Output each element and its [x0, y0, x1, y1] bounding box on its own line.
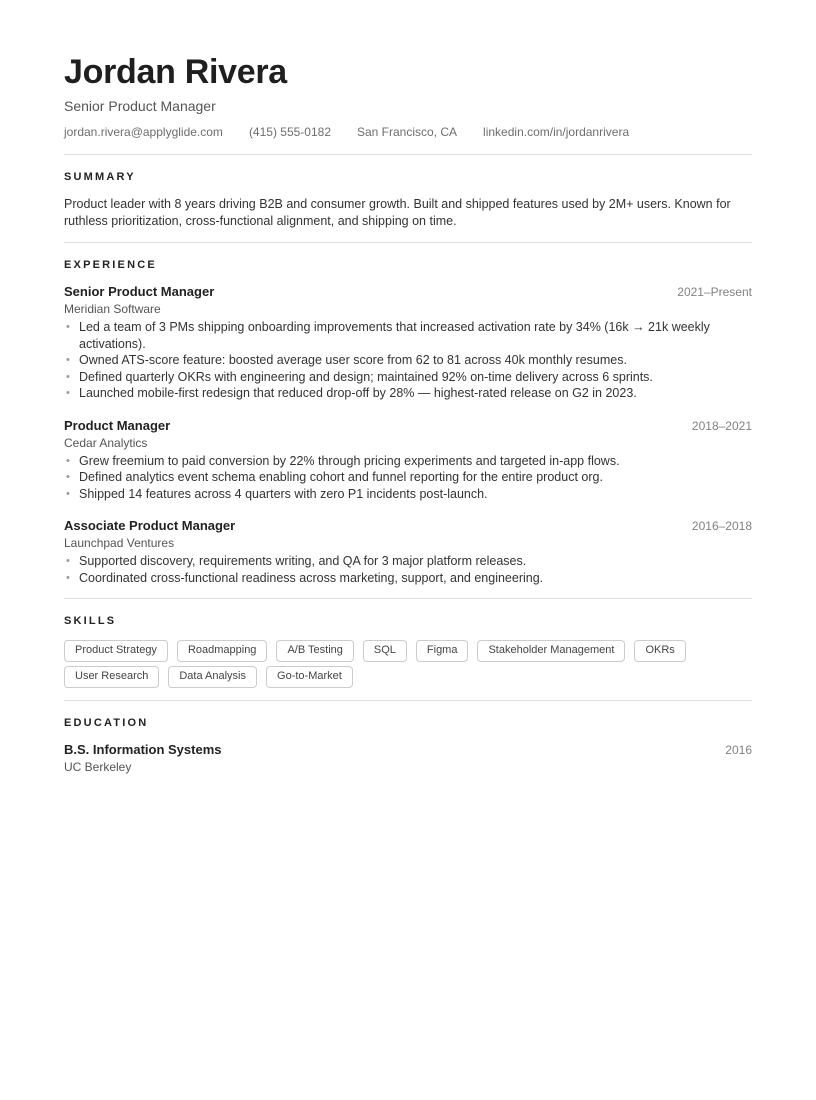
job-company: Meridian Software: [64, 302, 161, 316]
candidate-name: Jordan Rivera: [64, 53, 287, 91]
education-degree: B.S. Information Systems: [64, 742, 222, 757]
job-bullet: • Led a team of 3 PMs shipping onboarding improvements that increased activation rate by 34% (16k → 21k weekly activations).: [64, 319, 752, 352]
job-entry: [64, 284, 752, 402]
contact-phone: (415) 555-0182: [248, 125, 331, 139]
job-company: Launchpad Ventures: [64, 536, 175, 550]
skills-chip-list: [64, 640, 752, 688]
job-bullets: [64, 553, 752, 586]
job-header: [64, 518, 752, 534]
skill-chip: User Research: [64, 666, 159, 688]
job-bullet: • Supported discovery, requirements writing, and QA for 3 major platform releases.: [64, 553, 752, 570]
education-dates: 2016: [725, 743, 752, 757]
skill-chip: Go-to-Market: [266, 666, 353, 688]
section-summary: [64, 171, 752, 230]
skill-chip: Product Strategy: [64, 640, 168, 662]
job-bullet: • Defined analytics event schema enabling cohort and funnel reporting for the entire product org.: [64, 469, 752, 486]
job-dates: 2018–2021: [691, 418, 752, 433]
skills-heading: SKILLS: [64, 615, 117, 627]
job-title: Associate Product Manager: [64, 518, 236, 533]
experience-heading: EXPERIENCE: [64, 259, 157, 271]
education-header: [64, 742, 752, 758]
job-title: Senior Product Manager: [64, 284, 215, 299]
skill-chip: Figma: [416, 640, 469, 662]
contact-row: [64, 125, 752, 139]
summary-text: Product leader with 8 years driving B2B and consumer growth. Built and shipped features used by 2M+ users. Known for ruthless prioritization, cross-functional alignment, and shipping on time.: [64, 197, 731, 228]
skill-chip: SQL: [363, 640, 407, 662]
job-title: Product Manager: [64, 417, 171, 433]
divider: [64, 242, 752, 243]
resume-header: [64, 55, 752, 139]
skill-chip: Stakeholder Management: [477, 640, 625, 662]
skill-chip: A/B Testing: [276, 640, 353, 662]
contact-linkedin: linkedin.com/in/jordanrivera: [483, 125, 630, 139]
divider: [64, 700, 752, 701]
candidate-title: Senior Product Manager: [64, 98, 216, 114]
job-header: [64, 284, 752, 300]
education-heading: EDUCATION: [64, 717, 149, 729]
job-dates: 2016–2018: [691, 519, 752, 533]
job-bullet: • Shipped 14 features across 4 quarters with zero P1 incidents post-launch.: [64, 486, 752, 503]
education-school: UC Berkeley: [64, 760, 132, 774]
contact-location: San Francisco, CA: [357, 125, 458, 139]
job-bullet: • Coordinated cross-functional readiness across marketing, support, and engineering.: [64, 570, 752, 587]
divider: [64, 154, 752, 155]
summary-heading: SUMMARY: [64, 171, 136, 183]
skill-chip: Data Analysis: [168, 666, 257, 688]
job-bullet: • Launched mobile-first redesign that reduced drop-off by 28% — highest-rated release on G2 in 2023.: [64, 385, 752, 402]
job-entry: [64, 418, 752, 503]
job-bullets: [64, 453, 752, 503]
job-bullet: • Owned ATS-score feature: boosted average user score from 62 to 81 across 40k monthly resumes.: [64, 352, 752, 369]
job-header: [64, 418, 752, 434]
job-bullet: • Grew freemium to paid conversion by 22% through pricing experiments and targeted in-app flows.: [64, 453, 752, 470]
skill-chip: Roadmapping: [177, 640, 268, 662]
section-skills: [64, 615, 752, 688]
contact-email: jordan.rivera@applyglide.com: [64, 125, 223, 139]
job-company: Cedar Analytics: [64, 435, 148, 450]
job-dates: 2021–Present: [677, 285, 752, 299]
skill-chip: OKRs: [634, 640, 685, 662]
divider: [64, 598, 752, 599]
job-entry: [64, 518, 752, 586]
section-experience: [64, 259, 752, 586]
job-bullets: [64, 319, 752, 402]
job-bullet: • Defined quarterly OKRs with engineering and design; maintained 92% on-time delivery across 6 sprints.: [64, 369, 752, 386]
section-education: [64, 717, 752, 774]
